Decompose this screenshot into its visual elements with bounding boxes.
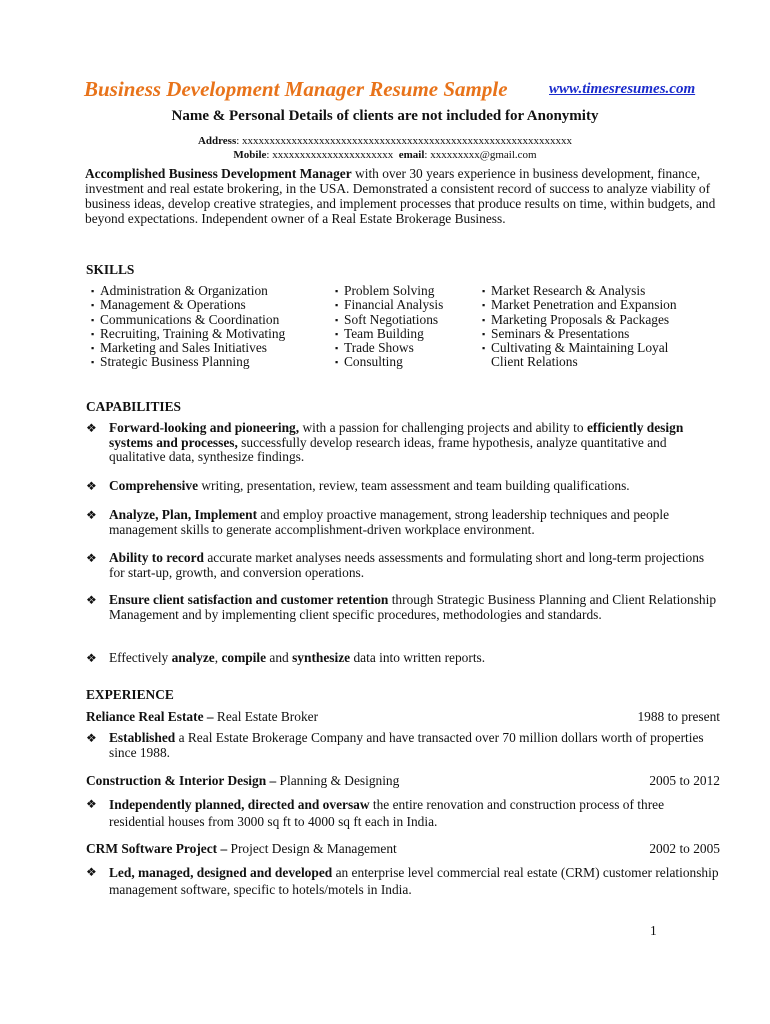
bullet-icon: ▪ — [91, 343, 95, 354]
job-detail: ❖ Independently planned, directed and oversaw the entire renovation and construction process of three residential houses from 3000 sq ft to 4000 sq ft each in India. — [86, 797, 665, 829]
job-company: CRM Software Project – — [86, 841, 228, 856]
job-years: 2002 to 2005 — [649, 841, 720, 856]
address-label: Address — [197, 135, 237, 147]
summary-text: with over 30 years experience in business development, finance, investment and real estate brokering, in the USA. Demonstrated a consistent record of success to analyze viability of business ideas, develop creative strategies, and implement processes that produce results on time, within budgets, and beyond expectations. Independent owner of a Real Estate Brokerage Business. — [85, 166, 716, 226]
job-header — [86, 709, 720, 725]
capability-item: ❖ Analyze, Plan, Implement and employ proactive management, strong leadership techniques and people management skills to generate accomplishment-driven workplace environment. — [86, 507, 670, 537]
job-company: Reliance Real Estate – — [86, 709, 214, 724]
job-years: 1988 to present — [637, 709, 720, 724]
skill-item: ▪ Team Building — [335, 325, 424, 341]
bullet-icon: ▪ — [91, 328, 95, 339]
skills-column-3 — [482, 284, 677, 370]
bullet-icon: ▪ — [482, 286, 486, 296]
bullet-icon: ▪ — [335, 357, 339, 368]
bullet-icon: ▪ — [91, 286, 95, 296]
job-header — [86, 841, 720, 857]
mobile-value: : xxxxxxxxxxxxxxxxxxxxxx — [266, 149, 394, 161]
skill-item: ▪ Recruiting, Training & Motivating — [91, 325, 286, 341]
diamond-bullet-icon: ❖ — [86, 479, 97, 493]
bullet-icon: ▪ — [91, 300, 95, 311]
skills-heading: SKILLS — [86, 262, 135, 277]
diamond-bullet-icon: ❖ — [86, 593, 97, 607]
skill-item: ▪ Seminars & Presentations — [482, 325, 630, 341]
skill-item-continuation: Client Relations — [491, 354, 578, 370]
skills-column-1 — [91, 284, 285, 370]
diamond-bullet-icon: ❖ — [86, 421, 97, 435]
skill-item: ▪ Market Research & Analysis — [482, 283, 646, 298]
diamond-bullet-icon: ❖ — [86, 651, 97, 665]
skill-item: ▪ Market Penetration and Expansion — [482, 297, 677, 313]
job-detail: ❖ Led, managed, designed and developed an enterprise level commercial real estate (CRM) customer relationship management software, specific to hotels/motels in India. — [86, 865, 719, 897]
email-value: : xxxxxxxxx@gmail.com — [424, 149, 537, 161]
skill-item: ▪ Marketing and Sales Initiatives — [91, 340, 267, 356]
job-years: 2005 to 2012 — [649, 773, 720, 788]
skill-item: ▪ Soft Negotiations — [335, 311, 439, 327]
mobile-label: Mobile — [233, 149, 267, 161]
capability-item: ❖ Effectively analyze, compile and synthesize data into written reports. — [86, 650, 486, 665]
skill-item: ▪ Administration & Organization — [91, 283, 268, 298]
email-label: email — [398, 149, 425, 161]
skill-item: ▪ Trade Shows — [335, 340, 414, 356]
skill-item: ▪ Problem Solving — [335, 283, 435, 298]
experience-heading: EXPERIENCE — [86, 687, 174, 702]
summary-lead: Accomplished Business Development Manager — [85, 166, 352, 181]
skill-item: ▪ Communications & Coordination — [91, 311, 280, 327]
address-line — [0, 135, 770, 147]
job-detail: ❖ Established a Real Estate Brokerage Company and have transacted over 70 million dollars worth of properties since 1988. — [86, 730, 704, 760]
job-header — [86, 773, 720, 789]
job-role: Planning & Designing — [276, 773, 400, 788]
bullet-icon: ▪ — [91, 314, 95, 325]
skill-item: ▪ Strategic Business Planning — [91, 354, 250, 370]
capability-item: ❖ Forward-looking and pioneering, with a passion for challenging projects and ability to efficiently design systems and processes, successfully develop research ideas, frame hypothesis, analyze quantitative and qualitative data, synthesize findings. — [86, 420, 684, 465]
document-title: Business Development Manager Resume Sample — [84, 77, 508, 101]
skill-item: ▪ Financial Analysis — [335, 297, 444, 313]
capability-item: ❖ Ability to record accurate market analyses needs assessments and formulating short and long-term projections for start-up, growth, and conversion operations. — [86, 550, 705, 580]
job-role: Project Design & Management — [227, 841, 397, 856]
skill-item: ▪ Management & Operations — [91, 297, 246, 313]
bullet-icon: ▪ — [91, 357, 95, 368]
skill-item: ▪ Consulting — [335, 354, 403, 370]
diamond-bullet-icon: ❖ — [86, 508, 97, 522]
bullet-icon: ▪ — [335, 286, 339, 296]
website-link[interactable]: www.timesresumes.com — [549, 81, 696, 97]
bullet-icon: ▪ — [335, 314, 339, 325]
skill-item: ▪ Cultivating & Maintaining Loyal — [482, 340, 669, 356]
diamond-bullet-icon: ❖ — [86, 551, 97, 565]
bullet-icon: ▪ — [482, 300, 486, 311]
job-company: Construction & Interior Design – — [86, 773, 277, 788]
diamond-bullet-icon: ❖ — [86, 797, 97, 811]
page-number: 1 — [650, 923, 657, 938]
anonymity-subtitle: Name & Personal Details of clients are not included for Anonymity — [171, 108, 599, 124]
bullet-icon: ▪ — [482, 314, 486, 325]
bullet-icon: ▪ — [482, 328, 486, 339]
bullet-icon: ▪ — [335, 328, 339, 339]
capability-item: ❖ Comprehensive writing, presentation, review, team assessment and team building qualifications. — [86, 478, 630, 493]
professional-summary — [85, 166, 725, 226]
bullet-icon: ▪ — [482, 343, 486, 354]
bullet-icon: ▪ — [335, 300, 339, 311]
skill-item: ▪ Marketing Proposals & Packages — [482, 311, 670, 327]
capability-item: ❖ Ensure client satisfaction and customer retention through Strategic Business Planning and Client Relationship Management and by implementing client specific procedures, methodologies and standards. — [86, 592, 717, 622]
job-role: Real Estate Broker — [213, 709, 319, 724]
diamond-bullet-icon: ❖ — [86, 865, 97, 879]
bullet-icon: ▪ — [335, 343, 339, 354]
skills-column-2 — [335, 284, 443, 370]
address-value: : xxxxxxxxxxxxxxxxxxxxxxxxxxxxxxxxxxxxxxxxxxxxxxxxxxxxxxxxxxxx — [236, 135, 573, 147]
diamond-bullet-icon: ❖ — [86, 731, 97, 745]
contact-line — [0, 149, 770, 161]
capabilities-heading: CAPABILITIES — [86, 399, 182, 414]
